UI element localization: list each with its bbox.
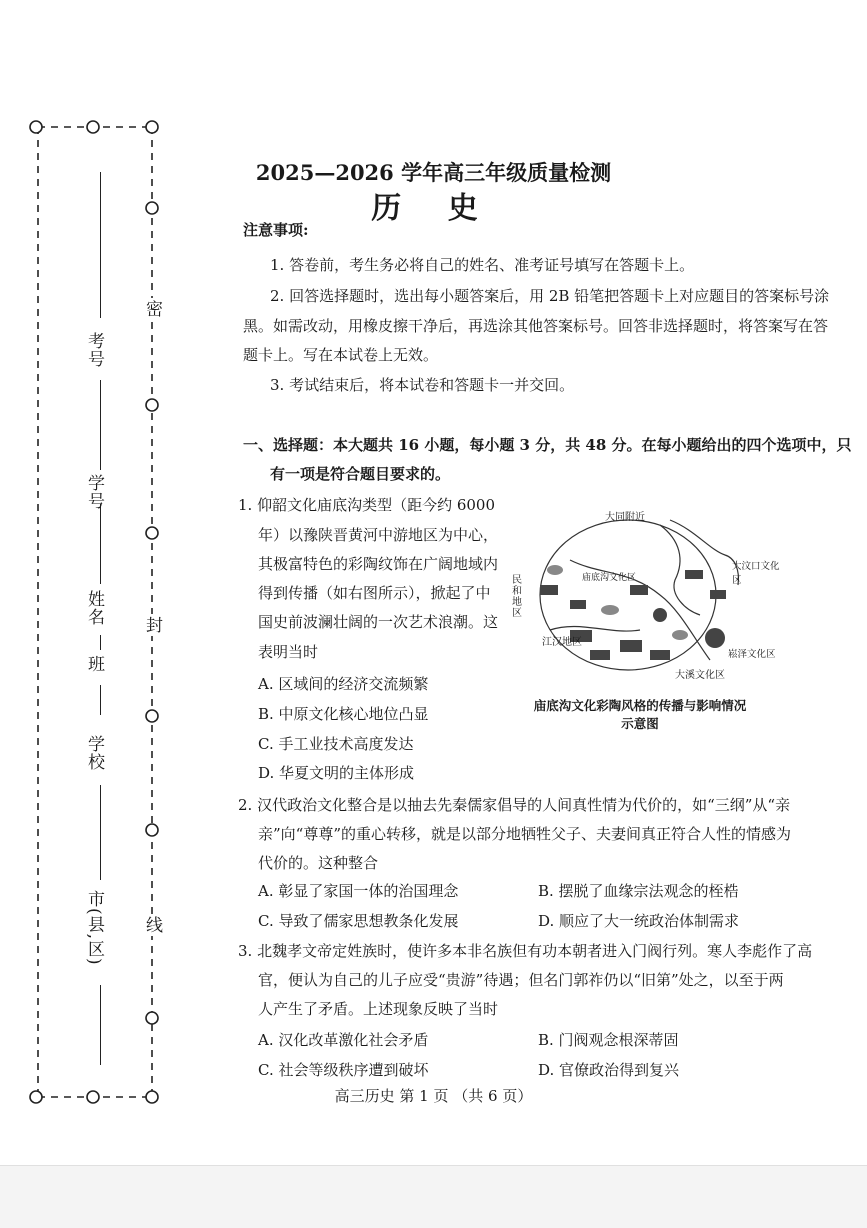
map-label-daxi: 大溪文化区: [675, 670, 725, 681]
seal-mark-bottom: 线: [140, 914, 165, 936]
name-label: 姓名: [84, 590, 104, 626]
q3-stem-line-1: 3. 北魏孝文帝定姓族时，使许多本非名族但有功本朝者进入门阀行列。寒人李彪作了高: [238, 942, 813, 960]
q1-stem-line-5: 国史前波澜壮阔的一次艺术浪潮。这: [258, 613, 499, 631]
map-label-datong: 大同附近: [605, 512, 645, 523]
school-line: [100, 785, 101, 880]
section-heading-line-2: 有一项是符合题目要求的。: [270, 465, 451, 483]
section-heading-line-1: 一、选择题：本大题共 16 小题，每小题 3 分，共 48 分。在每小题给出的四个选项中，只: [243, 436, 852, 454]
q2-stem-line-1: 2. 汉代政治文化整合是以抽去先秦儒家倡导的人间真性情为代价的，如“三纲”从“亲: [238, 796, 791, 814]
q3-stem-line-2: 官，便认为自己的儿子应受“贵游”待遇；但名门郭祚仍以“旧第”处之，以至于两: [258, 971, 784, 989]
map-label-jianghan: 江汉地区: [542, 637, 582, 648]
viewer-bottom-area: [0, 1165, 867, 1228]
notes-item-2-line-1: 2. 回答选择题时，选出每小题答案后，用 2B 铅笔把答题卡上对应题目的答案标号涂: [270, 287, 830, 305]
exam-no-label: 考号: [84, 332, 104, 368]
map-graphic: [510, 500, 780, 690]
school-label: 学校: [84, 735, 104, 771]
q1-stem-line-6: 表明当时: [258, 643, 319, 661]
city-line: [100, 985, 101, 1065]
q2-stem-line-2: 亲”向“尊尊”的重心转移，就是以部分地牺牲父子、夫妻间真正符合人性的情感为: [258, 825, 792, 843]
q1-map-figure: [510, 500, 780, 690]
q1-stem-line-4: 得到传播（如右图所示），掀起了中: [258, 584, 491, 602]
map-label-dawenkou: 大汶口文化区: [732, 561, 780, 586]
q2-option-c: C. 导致了儒家思想教条化发展: [258, 912, 459, 930]
notes-item-3: 3. 考试结束后，将本试卷和答题卡一并交回。: [270, 376, 575, 394]
seal-mark-mid: 封: [140, 614, 165, 636]
exam-title: 2025—2026 学年高三年级质量检测: [255, 160, 612, 185]
q1-option-b: B. 中原文化核心地位凸显: [258, 705, 429, 723]
q3-option-b: B. 门阀观念根深蒂固: [538, 1031, 679, 1049]
q1-stem-line-1: 1. 仰韶文化庙底沟类型（距今约 6000: [238, 496, 496, 514]
page-footer: 高三历史 第 1 页 （共 6 页）: [334, 1087, 533, 1105]
q2-stem-line-3: 代价的。这种整合: [258, 854, 379, 872]
map-label-minhe: 民和地区: [512, 575, 522, 619]
city-label: 市(县,区): [84, 890, 104, 966]
q2-option-d: D. 顺应了大一统政治体制需求: [538, 912, 740, 930]
q1-stem-line-3: 其极富特色的彩陶纹饰在广阔地域内: [258, 555, 499, 573]
q1-stem-line-2: 年）以豫陕晋黄河中游地区为中心，: [258, 526, 499, 544]
q3-stem-line-3: 人产生了矛盾。上述现象反映了当时: [258, 1000, 499, 1018]
class-label: 班: [84, 655, 104, 673]
subject-title: 历 史: [371, 191, 496, 226]
q3-option-d: D. 官僚政治得到复兴: [538, 1061, 680, 1079]
map-label-miaodigou: 庙底沟文化区: [582, 573, 637, 583]
notes-heading: 注意事项:: [243, 221, 309, 239]
seal-mark-top: 密: [140, 298, 165, 320]
q2-option-b: B. 摆脱了血缘宗法观念的桎梏: [538, 882, 739, 900]
q1-option-a: A. 区域间的经济交流频繁: [258, 675, 429, 693]
map-caption-line-2: 示意图: [621, 716, 659, 731]
class-line-2: [100, 685, 101, 715]
q3-option-a: A. 汉化改革激化社会矛盾: [258, 1031, 429, 1049]
q3-option-c: C. 社会等级秩序遭到破坏: [258, 1061, 429, 1079]
student-no-line: [100, 380, 101, 470]
class-line: [100, 635, 101, 650]
notes-item-1: 1. 答卷前，考生务必将自己的姓名、准考证号填写在答题卡上。: [270, 256, 695, 274]
q1-option-c: C. 手工业技术高度发达: [258, 735, 414, 753]
q1-option-d: D. 华夏文明的主体形成: [258, 764, 415, 782]
q2-option-a: A. 彰显了家国一体的治国理念: [258, 882, 459, 900]
name-line: [100, 504, 101, 584]
map-label-songze: 崧泽文化区: [728, 649, 776, 660]
notes-item-2-line-3: 题卡上。写在本试卷上无效。: [243, 346, 439, 364]
notes-item-2-line-2: 黑。如需改动，用橡皮擦干净后，再选涂其他答案标号。回答非选择题时，将答案写在答: [243, 317, 829, 335]
map-caption-line-1: 庙底沟文化彩陶风格的传播与影响情况: [533, 698, 747, 713]
student-no-label: 学号: [84, 474, 104, 510]
